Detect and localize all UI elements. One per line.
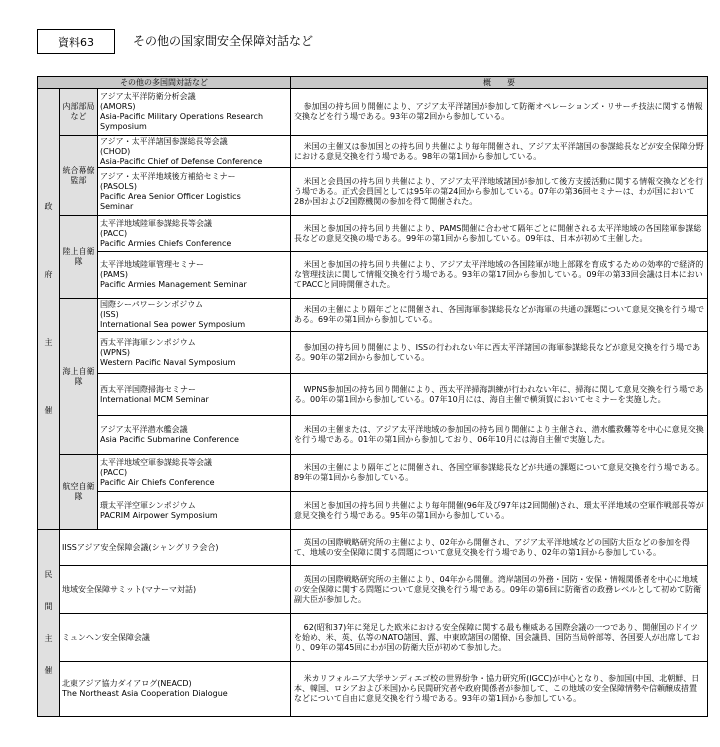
table-row xyxy=(38,530,708,566)
category-government-hosted xyxy=(38,89,60,530)
table-row xyxy=(38,252,708,299)
dialogue-summary: 英国の国際戦略研究所の主催により、04年から開催。湾岸諸国の外務・国防・安保・情報関係者を中心に地域の安全保障に関する問題について意見交換を行う場である。09年の第6回に防衛省の政務レベルとして初めて防衛副大臣が参加した。 xyxy=(291,566,708,614)
table-row xyxy=(38,492,708,530)
dialogue-name-line: Pacific Air Chiefs Conference xyxy=(100,478,215,487)
category-character: 政 xyxy=(44,202,53,211)
dialogue-table xyxy=(37,76,708,717)
dialogue-name-line: Asia Pacific Submarine Conference xyxy=(100,435,239,444)
dialogue-name-line: アジア・太平洋地域後方補給セミナー xyxy=(100,171,236,181)
subgroup-label: 内部部局など xyxy=(60,89,98,136)
dialogue-summary: 米国と参加国の持ち回り共催により、PAMS開催に合わせて隔年ごとに開催される太平洋地域の各国陸軍参謀総長などの意見交換の場である。99年の第1回から参加している。09年は、日本が初めて主催した。 xyxy=(291,216,708,252)
dialogue-name-line: (PACC) xyxy=(100,228,128,238)
dialogue-name-cell xyxy=(98,299,291,332)
dialogue-name-line: (PACC) xyxy=(100,468,128,477)
dialogue-summary: 米国と参加国の持ち回り共催により毎年開催(96年及び97年は2回開催)され、環太平洋地域の空軍作戦部長等が意見交換を行う場である。95年の第1回から参加している。 xyxy=(291,492,708,530)
dialogue-name-line: 太平洋地域陸軍参謀総長等会議 xyxy=(100,218,212,228)
dialogue-name-line: Seminar xyxy=(100,201,134,211)
dialogue-summary: 米カリフォルニア大学サンディエゴ校の世界紛争・協力研究所(IGCC)が中心となり、参加国(中国、北朝鮮、日本、韓国、ロシアおよび米国)から民間研究者や政府関係者が参加して、この地域の安全保障情勢や信頼醸成措置などについて自由に意見交換を行う場である。93年の第1回から参加している。 xyxy=(291,662,708,717)
dialogue-name-line: 国際シーパワーシンポジウム xyxy=(100,300,204,309)
category-character: 主 xyxy=(44,338,53,347)
subgroup-label: 航空自衛隊 xyxy=(60,455,98,530)
dialogue-name-cell xyxy=(98,89,291,136)
dialogue-name-line: Symposium xyxy=(100,122,147,131)
dialogue-name-line: Asia-Pacific Chief of Defense Conference xyxy=(100,156,263,166)
dialogue-name-cell xyxy=(98,252,291,299)
dialogue-column-header: その他の多国間対話など xyxy=(38,77,291,89)
dialogue-summary: 英国の国際戦略研究所の主催により、02年から開催され、アジア太平洋地域などの国防大臣などの参加を得て、地域の安全保障に関する問題について意見交換を行う場であり、02年の第1回から参加している。 xyxy=(291,530,708,566)
dialogue-summary: 米国の主催又は参加国との持ち回り共催により毎年開催され、アジア太平洋諸国の参謀総長などが安全保障分野における意見交換を行う場である。98年の第1回から参加している。 xyxy=(291,136,708,168)
dialogue-name-cell xyxy=(98,332,291,374)
dialogue-name-line: Western Pacific Naval Symposium xyxy=(100,357,236,367)
dialogue-name-cell xyxy=(60,530,291,566)
dialogue-summary: 米国の主催により隔年ごとに開催され、各国海軍参謀総長などが海軍の共通の課題について意見交換を行う場である。69年の第1回から参加している。 xyxy=(291,299,708,332)
dialogue-name-cell xyxy=(60,566,291,614)
dialogue-name-cell xyxy=(98,168,291,216)
subgroup-label: 統合幕僚監部 xyxy=(60,136,98,216)
table-row xyxy=(38,416,708,455)
dialogue-name-line: Pacific Armies Management Seminar xyxy=(100,280,247,289)
dialogue-name-line: Pacific Armies Chiefs Conference xyxy=(100,238,232,248)
table-row xyxy=(38,216,708,252)
category-privately-hosted xyxy=(38,530,60,717)
dialogue-name-line: The Northeast Asia Cooperation Dialogue xyxy=(62,689,228,698)
dialogue-name-line: 地域安全保障サミット(マナーマ対話) xyxy=(62,584,197,594)
dialogue-name-line: ミュンヘン安全保障会議 xyxy=(62,632,150,642)
dialogue-name-cell xyxy=(98,136,291,168)
dialogue-name-line: 西太平洋国際掃海セミナー xyxy=(100,384,196,394)
dialogue-name-cell xyxy=(98,216,291,252)
category-character: 催 xyxy=(44,406,53,415)
table-row xyxy=(38,89,708,136)
dialogue-name-line: (ISS) xyxy=(100,310,119,319)
table-row xyxy=(38,299,708,332)
dialogue-name-line: (CHOD) xyxy=(100,146,131,156)
table-row xyxy=(38,662,708,717)
dialogue-name-line: アジア太平洋潜水艦会議 xyxy=(100,425,188,434)
dialogue-name-line: Asia-Pacific Military Operations Research xyxy=(100,112,264,121)
header-row xyxy=(38,77,708,89)
dialogue-name-line: (PASOLS) xyxy=(100,181,137,191)
subgroup-label: 海上自衛隊 xyxy=(60,299,98,455)
dialogue-name-cell xyxy=(98,416,291,455)
subgroup-label: 陸上自衛隊 xyxy=(60,216,98,299)
dialogue-summary: 参加国の持ち回り開催により、アジア太平洋諸国が参加して防衛オペレーションズ・リサーチ技法に関する情報交換などを行う場である。93年の第2回から参加している。 xyxy=(291,89,708,136)
dialogue-name-cell xyxy=(98,374,291,416)
dialogue-name-line: (AMORS) xyxy=(100,102,136,111)
category-character: 主 xyxy=(44,634,53,643)
dialogue-name-line: (WPNS) xyxy=(100,347,131,357)
table-row xyxy=(38,566,708,614)
dialogue-name-line: アジア・太平洋諸国参謀総長等会議 xyxy=(100,136,228,146)
dialogue-summary: 米国の主催により隔年ごとに開催され、各国空軍参謀総長などが共通の課題について意見交換を行う場である。89年の第1回から参加している。 xyxy=(291,455,708,492)
dialogue-summary: 参加国の持ち回り開催により、ISSの行われない年に西太平洋諸国の海軍参謀総長などが意見交換を行う場である。90年の第2回から参加している。 xyxy=(291,332,708,374)
summary-column-header: 概 要 xyxy=(291,77,708,89)
dialogue-name-line: Pacific Area Senior Officer Logistics xyxy=(100,191,241,201)
dialogue-summary: 米国と参加国の持ち回り共催により、アジア太平洋地域の各国陸軍が地上部隊を育成するための効率的で経済的な管理技法に関して情報交換を行う場である。93年の第17回から参加している。09年の第33回会議は日本においてPACCと同時開催された。 xyxy=(291,252,708,299)
table-row xyxy=(38,136,708,168)
document-label-box xyxy=(37,29,115,54)
dialogue-name-cell xyxy=(98,455,291,492)
category-character: 府 xyxy=(44,270,53,279)
dialogue-name-line: 北東アジア協力ダイアログ(NEACD) xyxy=(62,679,192,688)
table-row xyxy=(38,374,708,416)
document-label: 資料63 xyxy=(58,35,94,49)
dialogue-name-line: (PAMS) xyxy=(100,270,129,279)
dialogue-name-line: 太平洋地域陸軍管理セミナー xyxy=(100,260,204,269)
table-row xyxy=(38,455,708,492)
dialogue-name-line: アジア太平洋防衛分析会議 xyxy=(100,92,196,101)
category-character: 民 xyxy=(44,570,53,579)
dialogue-summary: WPNS参加国の持ち回り開催により、西太平洋掃海訓練が行われない年に、掃海に関して意見交換を行う場である。00年の第1回から参加している。07年10月には、海自主催で横須賀においてセミナーを実施した。 xyxy=(291,374,708,416)
dialogue-summary: 米国の主催または、アジア太平洋地域の参加国の持ち回り開催により主催され、潜水艦救難等を中心に意見交換を行う場である。01年の第1回から参加しており、06年10月には海自主催で実施した。 xyxy=(291,416,708,455)
dialogue-name-cell xyxy=(60,614,291,662)
document-title: その他の国家間安全保障対話など xyxy=(133,34,314,48)
category-character: 催 xyxy=(44,666,53,675)
dialogue-name-cell xyxy=(98,492,291,530)
table-row xyxy=(38,614,708,662)
dialogue-name-line: 環太平洋空軍シンポジウム xyxy=(100,500,196,510)
dialogue-name-line: PACRIM Airpower Symposium xyxy=(100,510,218,520)
dialogue-summary: 米国と会員国の持ち回り共催により、アジア太平洋地域諸国が参加して後方支援活動に関する情報交換などを行う場である。正式会員国としては95年の第24回から参加している。07年の第36回セミナーは、わが国において28か国および2国際機関の参加を得て開催された。 xyxy=(291,168,708,216)
category-character: 間 xyxy=(44,602,53,611)
dialogue-name-line: International Sea power Symposium xyxy=(100,320,246,329)
dialogue-summary: 62(昭和37)年に発足した欧米における安全保障に関する最も権威ある国際会議の一つであり、開催国のドイツを始め、米、英、仏等のNATO諸国、露、中東欧諸国の閣僚、国会議員、国防当局幹部等、各国要人が出席しており、09年の第45回にわが国の防衛大臣が初めて参加した。 xyxy=(291,614,708,662)
dialogue-name-line: 太平洋地域空軍参謀総長等会議 xyxy=(100,458,212,467)
category-privately-hosted-text xyxy=(38,570,59,676)
category-government-hosted-text xyxy=(38,202,59,416)
dialogue-name-cell xyxy=(60,662,291,717)
dialogue-name-line: International MCM Seminar xyxy=(100,394,209,404)
table-row xyxy=(38,332,708,374)
table-row xyxy=(38,168,708,216)
dialogue-name-line: IISSアジア安全保障会議(シャングリラ会合) xyxy=(62,542,219,552)
dialogue-name-line: 西太平洋海軍シンポジウム xyxy=(100,337,196,347)
